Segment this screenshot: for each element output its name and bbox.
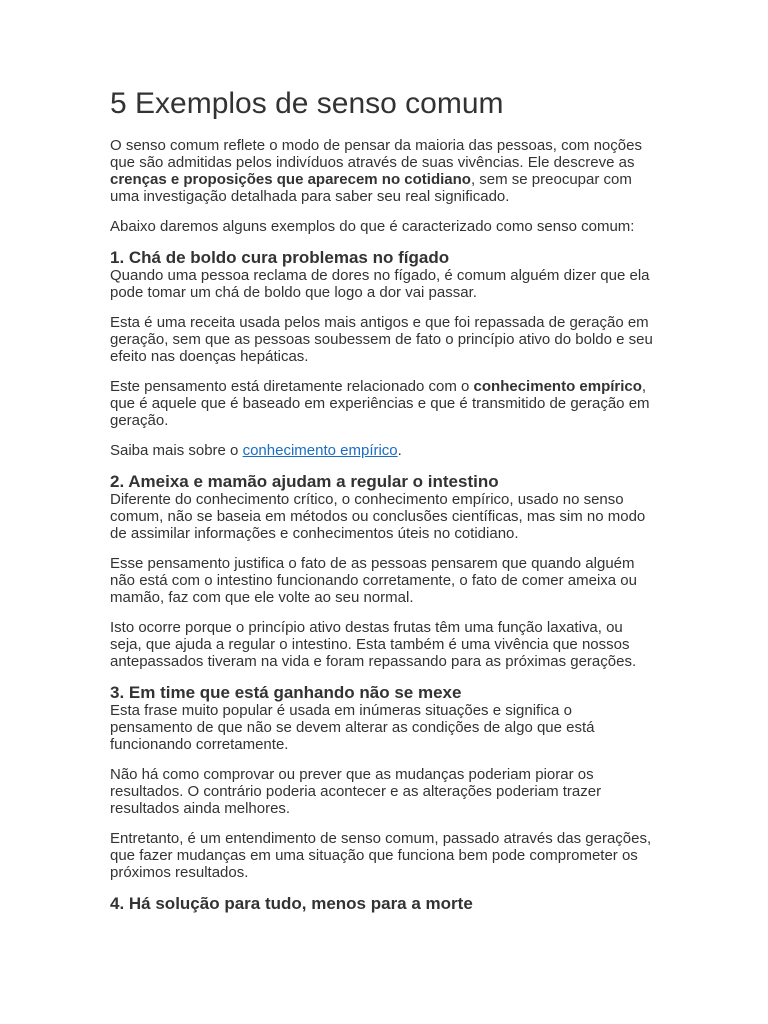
section-2-paragraph-2: Esse pensamento justifica o fato de as pessoas pensarem que quando alguém não está com o intestino funcionando corretamente, o fato de comer ameixa ou mamão, faz com que ele volte ao seu normal. — [110, 555, 637, 606]
section-1-paragraph-4 — [110, 442, 658, 459]
intro-paragraph-1 — [110, 137, 658, 205]
section-2-heading: 2. Ameixa e mamão ajudam a regular o intestino — [110, 472, 499, 491]
conhecimento-empirico-link[interactable]: conhecimento empírico — [242, 442, 398, 459]
section-1-paragraph-2: Esta é uma receita usada pelos mais antigos e que foi repassada de geração em geração, sem que as pessoas soubessem de fato o princípio ativo do boldo e seu efeito nas doenças hepáticas. — [110, 314, 653, 365]
section-1-heading: 1. Chá de boldo cura problemas no fígado — [110, 248, 450, 267]
section-3-paragraph-2: Não há como comprovar ou prever que as mudanças poderiam piorar os resultados. O contrário poderia acontecer e as alterações poderiam trazer resultados ainda melhores. — [110, 766, 602, 817]
section-1-p4-text-end: . — [397, 442, 402, 459]
intro-text: O senso comum reflete o modo de pensar da maioria das pessoas, com noções que são admitidas pelos indivíduos através de suas vivências. Ele descreve as — [110, 137, 642, 171]
intro-bold-text: crenças e proposições que aparecem no cotidiano — [110, 171, 471, 188]
document-page — [110, 84, 658, 913]
section-1-paragraph-1: Quando uma pessoa reclama de dores no fígado, é comum alguém dizer que ela pode tomar um chá de boldo que logo a dor vai passar. — [110, 267, 650, 301]
section-1-p3-bold: conhecimento empírico — [473, 378, 642, 395]
page-title: 5 Exemplos de senso comum — [110, 87, 504, 120]
section-3-paragraph-3: Entretanto, é um entendimento de senso comum, passado através das gerações, que fazer mudanças em uma situação que funciona bem pode comprometer os próximos resultados. — [110, 830, 652, 881]
intro-text-end: , sem se preocupar com uma investigação detalhada para saber seu real significado. — [110, 171, 632, 205]
section-1-p3-text-end: , que é aquele que é baseado em experiências e que é transmitido de geração em geração. — [110, 378, 650, 429]
section-3-paragraph-1: Esta frase muito popular é usada em inúmeras situações e significa o pensamento de que não se devem alterar as condições de algo que está funcionando corretamente. — [110, 702, 595, 753]
section-3-heading: 3. Em time que está ganhando não se mexe — [110, 683, 462, 702]
section-4-heading: 4. Há solução para tudo, menos para a morte — [110, 894, 473, 913]
section-2-paragraph-1: Diferente do conhecimento crítico, o conhecimento empírico, usado no senso comum, não se baseia em métodos ou conclusões científicas, mas sim no modo de assimilar informações e conhecimentos úteis no cotidiano. — [110, 491, 646, 542]
section-1-p3-text: Este pensamento está diretamente relacionado com o — [110, 378, 474, 395]
intro-paragraph-2: Abaixo daremos alguns exemplos do que é caracterizado como senso comum: — [110, 218, 635, 235]
section-2-paragraph-3: Isto ocorre porque o princípio ativo destas frutas têm uma função laxativa, ou seja, que ajuda a regular o intestino. Esta também é uma vivência que nossos antepassados tiveram na vida e foram repassando para as próximas gerações. — [110, 619, 637, 670]
section-1-paragraph-3 — [110, 378, 658, 429]
section-1-p4-text: Saiba mais sobre o — [110, 442, 243, 459]
